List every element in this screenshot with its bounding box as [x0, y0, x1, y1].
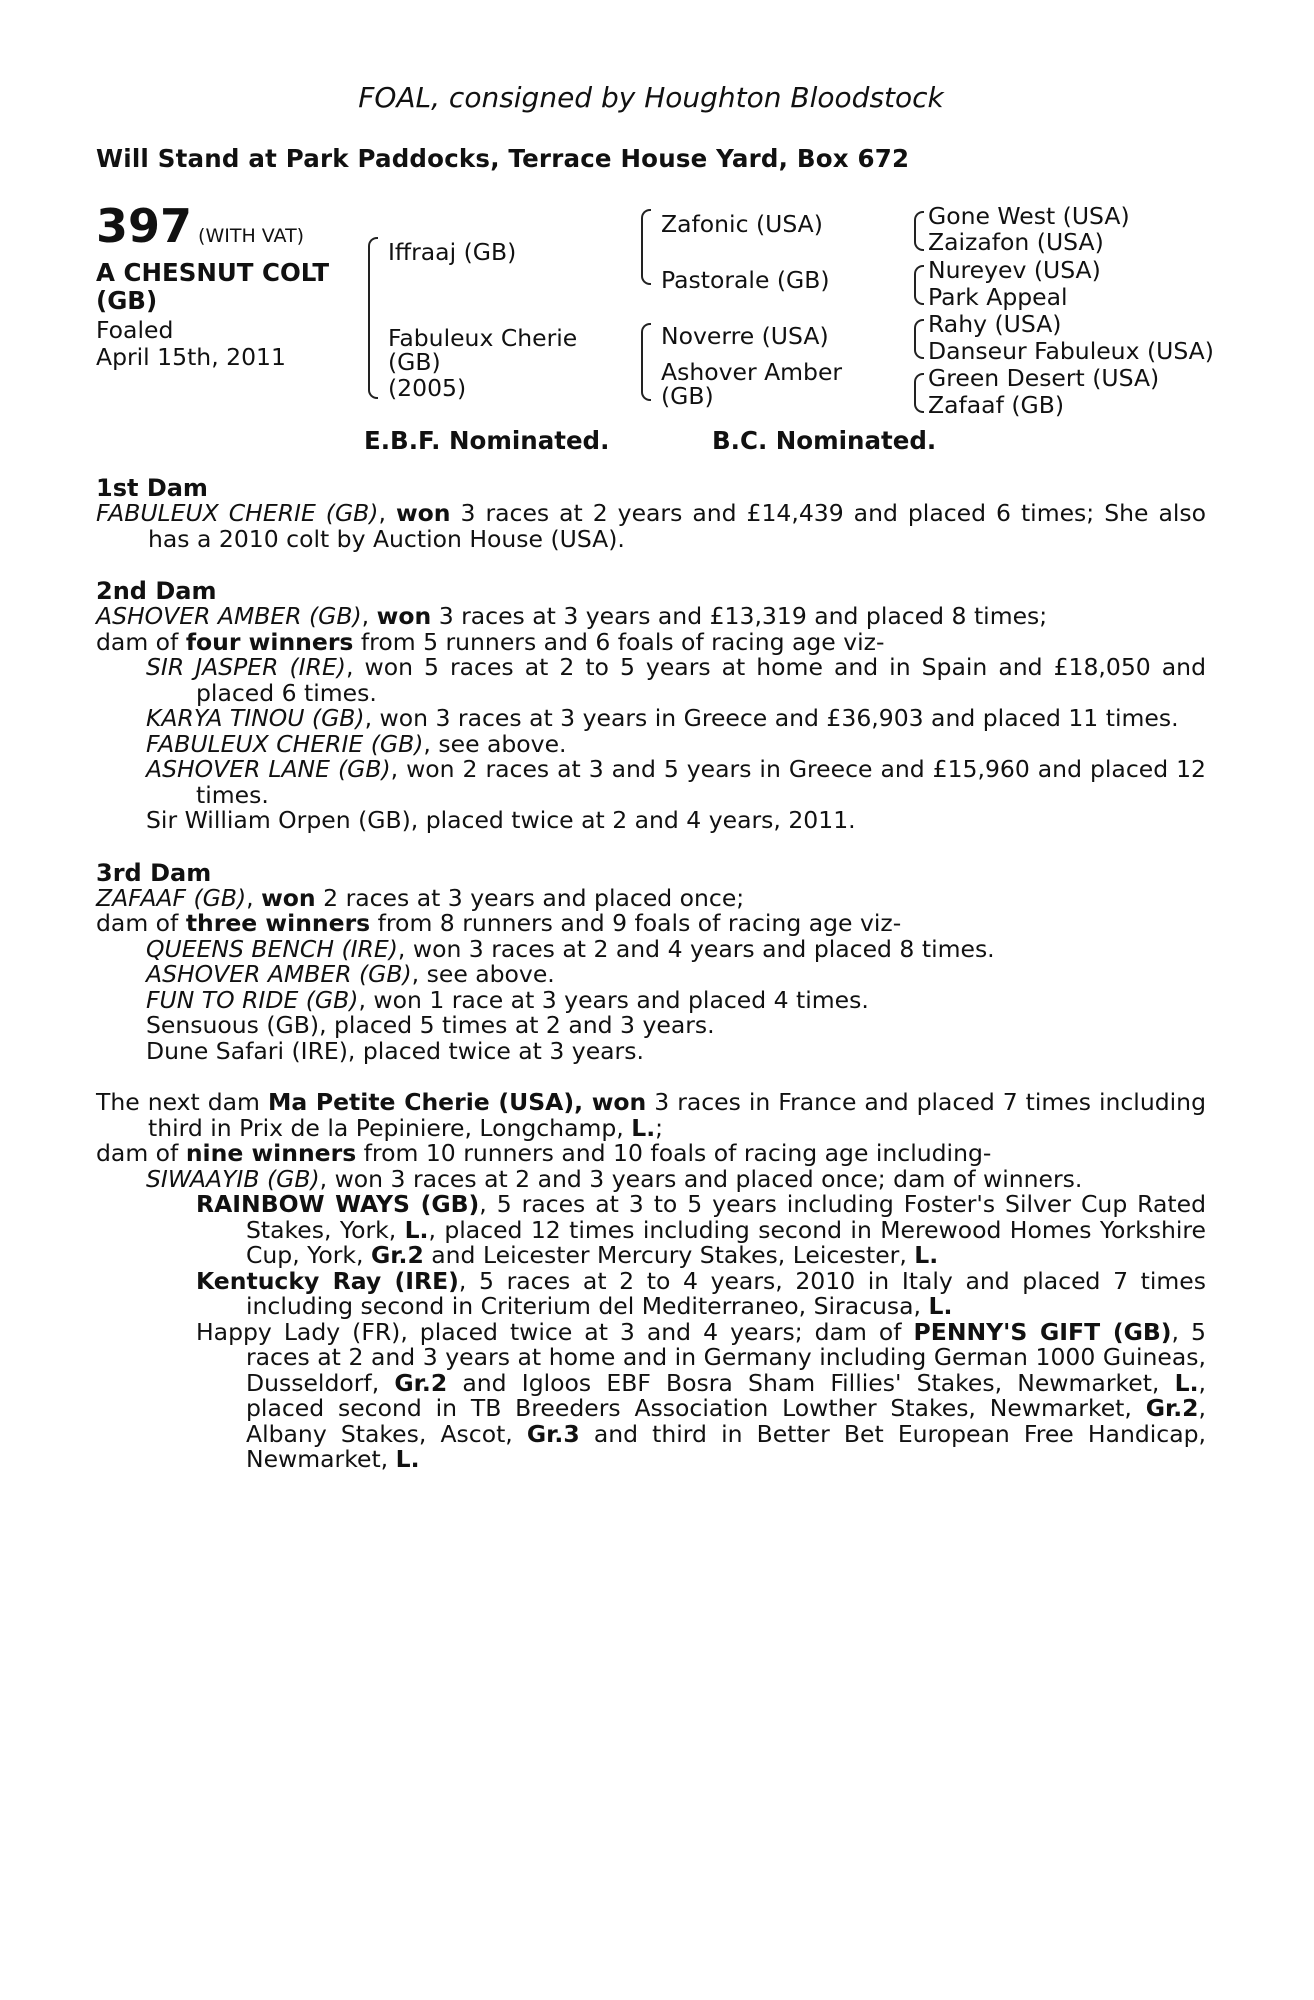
lot-description [96, 259, 366, 315]
foaled-info [96, 317, 286, 371]
produce-entry: Dune Safari (IRE), placed twice at 3 years. [146, 1036, 644, 1065]
produce-entry: FABULEUX CHERIE (GB), see above. [146, 729, 567, 758]
lot-description-line1: A CHESNUT COLT [96, 258, 330, 287]
dam-line2: (GB) [388, 348, 441, 376]
consignor-title: FOAL, consigned by Houghton Bloodstock [358, 81, 944, 114]
ancestor-7: Green Desert (USA) [928, 364, 1160, 392]
pedigree-table [96, 199, 1214, 461]
produce-entry: ASHOVER AMBER (GB), see above. [146, 960, 555, 988]
produce-entry: ASHOVER LANE (GB), won 2 races at 3 and 5 years in Greece and £15,960 and placed 12 times. [146, 755, 1206, 809]
dam-line3: (2005) [388, 374, 467, 402]
produce-entry: RAINBOW WAYS (GB), 5 races at 3 to 5 years including Foster's Silver Cup Rated Stakes, York, L., placed 12 times including second in Merewood Homes Yorkshire Cup, York, Gr.2 and Leicester Mercury Stakes, Leicester, L. [196, 1190, 1206, 1269]
ebf-nominated: E.B.F. Nominated. [364, 426, 610, 455]
ancestor-1: Gone West (USA) [928, 202, 1130, 230]
pedigree-brace [914, 211, 924, 251]
third-dam-record: ZAFAAF (GB), won 2 races at 3 years and placed once; [96, 883, 745, 912]
second-dam-name: ASHOVER AMBER (GB) [96, 602, 362, 630]
ancestor-2: Zaizafon (USA) [928, 228, 1104, 256]
pedigree-brace [914, 373, 924, 413]
ancestor-8: Zafaaf (GB) [928, 391, 1064, 419]
first-dam-record: FABULEUX CHERIE (GB), won 3 races at 2 years and £14,439 and placed 6 times; She also has a 2010 colt by Auction House (USA). [96, 499, 1206, 553]
sire: Iffraaj (GB) [388, 238, 517, 266]
third-dam-name: ZAFAAF (GB) [96, 883, 247, 912]
first-dam-name: FABULEUX CHERIE (GB) [96, 499, 379, 527]
dam-dam-line2: (GB) [661, 382, 714, 410]
next-dam-name: Ma Petite Cherie (USA) [267, 1088, 575, 1116]
produce-entry: Sensuous (GB), placed 5 times at 2 and 3 years. [146, 1011, 715, 1039]
second-dam-record: ASHOVER AMBER (GB), won 3 races at 3 years and £13,319 and placed 8 times; [96, 602, 1048, 630]
produce-entry: SIWAAYIB (GB), won 3 races at 2 and 3 years and placed once; dam of winners. [146, 1164, 1083, 1193]
third-dam-heading: 3rd Dam [96, 858, 212, 887]
produce-entry: FUN TO RIDE (GB), won 1 race at 3 years and placed 4 times. [146, 985, 869, 1014]
produce-entry: Kentucky Ray (IRE), 5 races at 2 to 4 years, 2010 in Italy and placed 7 times including second in Criterium del Mediterraneo, Siracusa, L. [196, 1266, 1206, 1320]
foaled-label: Foaled [96, 316, 174, 344]
produce-entry: KARYA TINOU (GB), won 3 races at 3 years in Greece and £36,903 and placed 11 times. [146, 704, 1179, 732]
first-dam-section [96, 475, 1206, 552]
first-dam-heading: 1st Dam [96, 474, 208, 502]
next-dam-summary: dam of nine winners from 10 runners and 10 foals of racing age including- [96, 1139, 992, 1167]
pedigree-brace [641, 323, 651, 401]
pedigree-brace [914, 265, 924, 305]
sire-sire: Zafonic (USA) [661, 210, 823, 238]
foaled-date: April 15th, 2011 [96, 343, 286, 371]
catalogue-page [96, 78, 1214, 1473]
pedigree-brace [914, 319, 924, 359]
lot-header [96, 199, 305, 253]
produce-entry: Happy Lady (FR), placed twice at 3 and 4 years; dam of PENNY'S GIFT (GB), 5 races at 2 and 3 years at home and in Germany including German 1000 Guineas, Dusseldorf, Gr.2 and Igloos EBF Bosra Sham Fillies' Stakes, Newmarket, L., placed second in TB Breeders Association Lowther Stakes, Newmarket, Gr.2, Albany Stakes, Ascot, Gr.3 and third in Better Bet European Free Handicap, Newmarket, L. [196, 1317, 1206, 1473]
lot-description-line2: (GB) [96, 286, 158, 315]
second-dam-heading: 2nd Dam [96, 577, 217, 605]
ancestor-6: Danseur Fabuleux (USA) [928, 337, 1214, 365]
stand-location: Will Stand at Park Paddocks, Terrace House Yard, Box 672 [96, 144, 910, 173]
sire-dam: Pastorale (GB) [661, 266, 830, 294]
third-dam-summary: dam of three winners from 8 runners and 9 foals of racing age viz- [96, 909, 902, 937]
vat-label: (WITH VAT) [198, 225, 305, 247]
pedigree-brace [368, 237, 378, 399]
ancestor-4: Park Appeal [928, 283, 1068, 311]
bc-nominated: B.C. Nominated. [712, 426, 937, 455]
produce-entry: QUEENS BENCH (IRE), won 3 races at 2 and 4 years and placed 8 times. [146, 934, 995, 963]
dam-sire: Noverre (USA) [661, 322, 829, 350]
pedigree-brace [641, 209, 651, 285]
ancestor-5: Rahy (USA) [928, 310, 1062, 338]
lot-number: 397 [96, 199, 193, 253]
produce-entry: SIR JASPER (IRE), won 5 races at 2 to 5 years at home and in Spain and £18,050 and placed 6 times. [146, 653, 1206, 707]
second-dam-summary: dam of four winners from 5 runners and 6 foals of racing age viz- [96, 627, 885, 656]
dam-line1: Fabuleux Cherie [388, 324, 578, 352]
dam-dam-line1: Ashover Amber [661, 358, 843, 386]
next-dam-section [96, 1090, 1206, 1473]
next-dam-record: The next dam Ma Petite Cherie (USA), won 3 races in France and placed 7 times including third in Prix de la Pepiniere, Longchamp, L.; [96, 1088, 1206, 1142]
second-dam-section [96, 578, 1206, 834]
produce-entry: Sir William Orpen (GB), placed twice at 2 and 4 years, 2011. [146, 806, 856, 834]
third-dam-section [96, 860, 1206, 1065]
ancestor-3: Nureyev (USA) [928, 256, 1101, 284]
